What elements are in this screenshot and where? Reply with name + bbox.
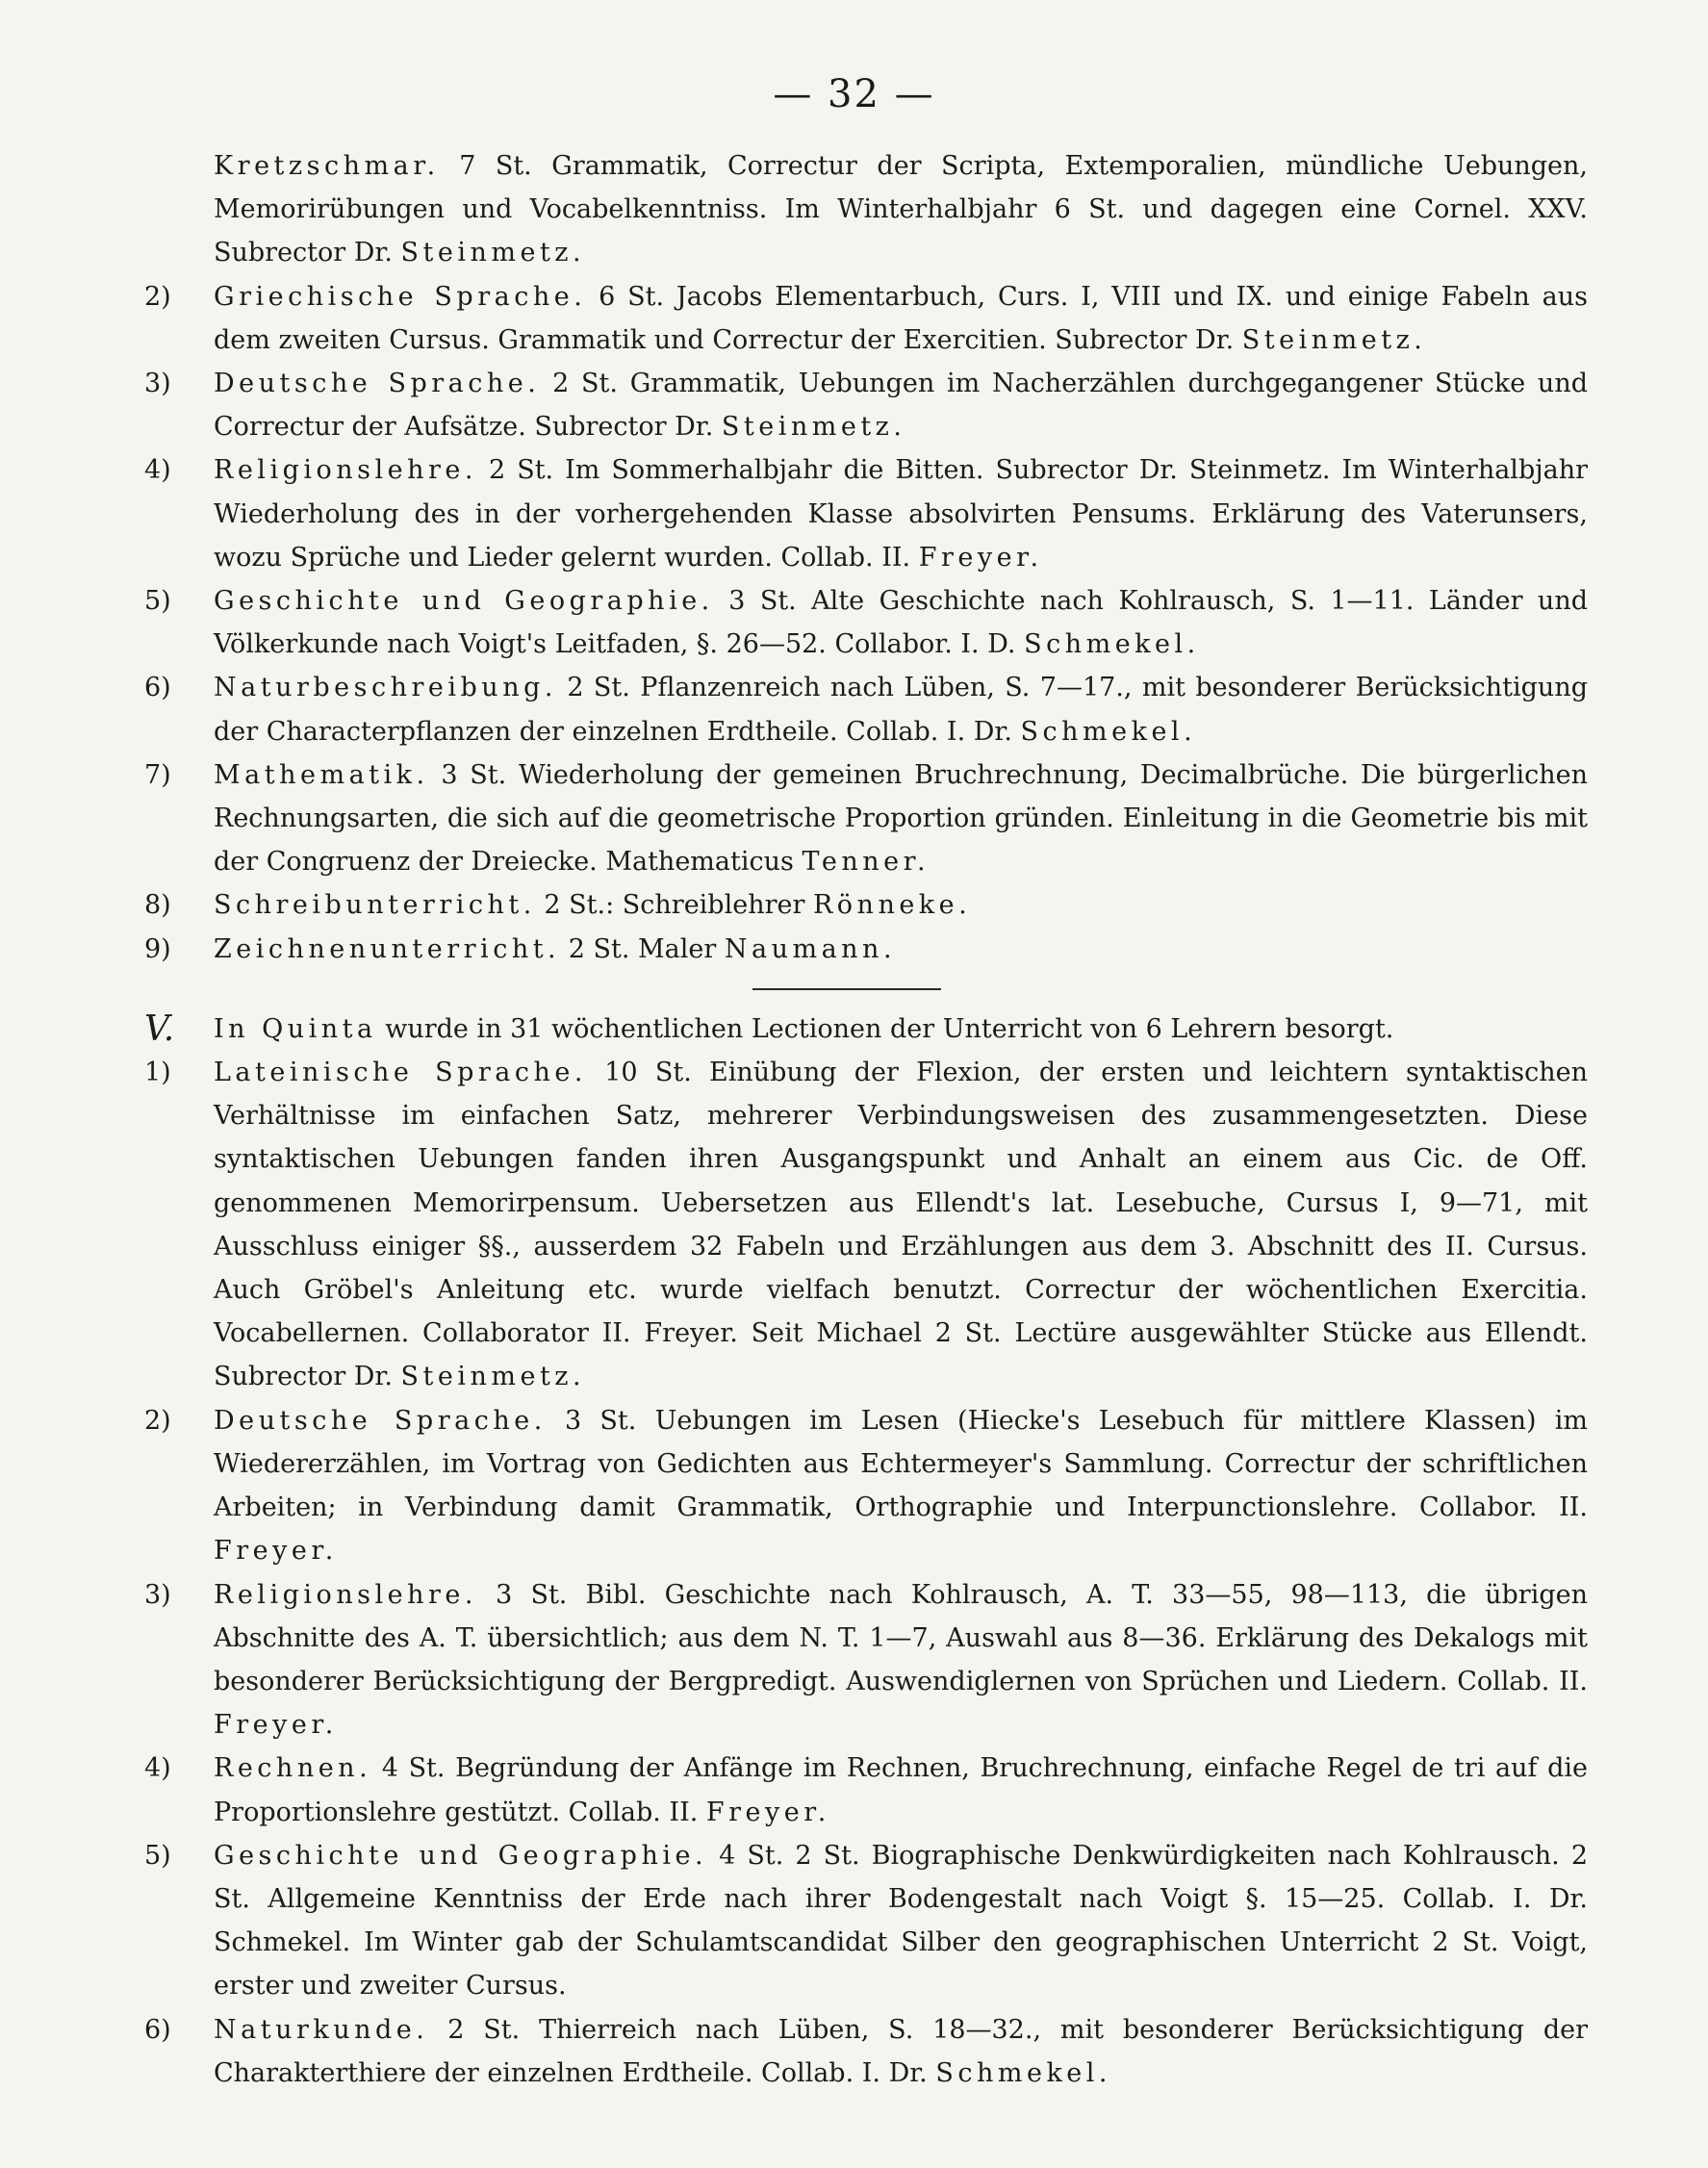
item-number: 6) — [144, 2014, 171, 2045]
quinta-item-6 — [144, 2008, 1588, 2095]
subject-name: Geschichte und Geographie. — [214, 1840, 708, 1871]
item-number: 4) — [144, 455, 171, 486]
intro-text: 7 St. Grammatik, Correctur der Scripta, Extemporalien, mündliche Uebungen, Memorirübungen und Vocabelkenntniss. Im Winterhalbjahr 6 St. und dagegen eine Cornel. XXV. Subrector Dr. — [214, 151, 1588, 268]
teacher-name: Steinmetz. — [1241, 324, 1427, 355]
page-content — [144, 144, 1588, 2095]
teacher-name: Tenner. — [802, 847, 930, 878]
teacher-name: Schmekel. — [1024, 629, 1200, 660]
subject-name: Griechische Sprache. — [214, 281, 587, 312]
intro-teacher: Steinmetz. — [400, 238, 586, 268]
item-text: 3 St. Bibl. Geschichte nach Kohlrausch, A. T. 33—55, 98—113, die übrigen Abschnitte des A. T. übersichtlich; aus dem N. T. 1—7, Auswahl aus 8—36. Erklärung des Dekalogs mit besonderer Berücksichtigung der Bergpredigt. Auswendiglernen von Sprüchen und Liedern. Collab. II. — [214, 1579, 1588, 1696]
quarta-item-7 — [144, 753, 1588, 884]
teacher-name: Schmekel. — [1020, 716, 1197, 747]
subject-name: Naturbeschreibung. — [214, 673, 557, 703]
quarta-item-4 — [144, 448, 1588, 579]
item-text: 6 St. Jacobs Elementarbuch, Curs. I, VIII und IX. und einige Fabeln aus dem zweiten Cursus. Grammatik und Correctur der Exercitien. Subrector Dr. — [214, 281, 1588, 355]
quarta-item-6 — [144, 666, 1588, 752]
subject-name: Geschichte und Geographie. — [214, 586, 714, 617]
subject-name: Mathematik. — [214, 759, 429, 790]
quarta-item-9 — [144, 928, 1588, 971]
quinta-item-2 — [144, 1399, 1588, 1573]
item-number: 7) — [144, 759, 171, 790]
subject-name: Deutsche Sprache. — [214, 369, 541, 399]
teacher-name: Steinmetz. — [400, 1362, 586, 1392]
subject-name: Religionslehre. — [214, 1579, 477, 1610]
subject-name: Rechnen. — [214, 1753, 372, 1784]
subject-name: Zeichnenunterricht. — [214, 933, 561, 964]
item-number: 5) — [144, 1840, 171, 1871]
teacher-name: Freyer. — [214, 1710, 338, 1741]
item-text: 3 St. Alte Geschichte nach Kohlrausch, S. 1—11. Länder und Völkerkunde nach Voigt's Leitfaden, §. 26—52. Collabor. I. D. — [214, 586, 1588, 660]
teacher-name: Freyer. — [918, 542, 1043, 573]
item-text: 2 St.: Schreiblehrer — [544, 890, 813, 921]
subject-name: Religionslehre. — [214, 455, 477, 486]
item-number: 9) — [144, 933, 171, 964]
section-numeral: V. — [144, 1008, 175, 1049]
teacher-name: Naumann. — [724, 933, 897, 964]
section-divider — [752, 988, 941, 990]
teacher-name: Freyer. — [705, 1797, 830, 1827]
quinta-item-3 — [144, 1573, 1588, 1747]
section-text: wurde in 31 wöchentlichen Lectionen der Unterricht von 6 Lehrern besorgt. — [385, 1013, 1394, 1044]
item-number: 2) — [144, 1405, 171, 1436]
quarta-item-5 — [144, 579, 1588, 666]
teacher-name: Steinmetz. — [721, 412, 906, 443]
quarta-item-8 — [144, 883, 1588, 927]
quarta-item-3 — [144, 362, 1588, 448]
quinta-item-5 — [144, 1834, 1588, 2008]
subject-name: Schreibunterricht. — [214, 890, 536, 921]
teacher-name: Rönneke. — [812, 890, 972, 921]
item-text: 10 St. Einübung der Flexion, der ersten und leichtern syntaktischen Verhältnisse im einfachen Satz, mehrerer Verbindungsweisen des zusammengesetzten. Diese syntaktischen Uebungen fanden ihren Ausgangspunkt und Anhalt an einem aus Cic. de Off. genommenen Memorirpensum. Uebersetzen aus Ellendt's lat. Lesebuche, Cursus I, 9—71, mit Ausschluss einiger §§., ausserdem 32 Fabeln und Erzählungen aus dem 3. Abschnitt des II. Cursus. Auch Gröbel's Anleitung etc. wurde vielfach benutzt. Correctur der wöchentlichen Exercitia. Vocabellernen. Collaborator II. Freyer. Seit Michael 2 St. Lectüre ausgewählter Stücke aus Ellendt. Subrector Dr. — [214, 1058, 1588, 1392]
subject-name: Naturkunde. — [214, 2014, 429, 2045]
subject-name: Lateinische Sprache. — [214, 1058, 587, 1088]
item-number: 3) — [144, 369, 171, 399]
page-number: — 32 — — [773, 72, 935, 116]
item-text: 2 St. Grammatik, Uebungen im Nacherzählen durchgegangener Stücke und Correctur der Aufsätze. Subrector Dr. — [214, 369, 1588, 443]
quinta-item-1 — [144, 1051, 1588, 1399]
item-number: 1) — [144, 1058, 171, 1088]
subject-name: Deutsche Sprache. — [214, 1405, 547, 1436]
quinta-item-4 — [144, 1747, 1588, 1833]
item-number: 8) — [144, 890, 171, 921]
item-text: 3 St. Wiederholung der gemeinen Bruchrechnung, Decimalbrüche. Die bürgerlichen Rechnungsarten, die sich auf die geometrische Proportion gründen. Einleitung in die Geometrie bis mit der Congruenz der Dreiecke. Mathematicus — [214, 759, 1588, 878]
item-number: 4) — [144, 1753, 171, 1784]
item-number: 6) — [144, 673, 171, 703]
item-text: 2 St. Pflanzenreich nach Lüben, S. 7—17., mit besonderer Berücksichtigung der Characterpflanzen der einzelnen Erdtheile. Collab. I. Dr. — [214, 673, 1588, 747]
teacher-name: Freyer. — [214, 1536, 338, 1567]
item-text: 2 St. Maler — [568, 933, 725, 964]
section-v-heading — [144, 1007, 1588, 1051]
item-text: 3 St. Uebungen im Lesen (Hiecke's Lesebuch für mittlere Klassen) im Wiedererzählen, im Vortrag von Gedichten aus Echtermeyer's Sammlung. Correctur der schriftlichen Arbeiten; in Verbindung damit Grammatik, Orthographie und Interpunctionslehre. Collabor. II. — [214, 1405, 1588, 1523]
quarta-item-2 — [144, 275, 1588, 362]
class-name: In Quinta — [214, 1013, 377, 1044]
item-text: 2 St. Thierreich nach Lüben, S. 18—32., mit besonderer Berücksichtigung der Charakterthiere der einzelnen Erdtheile. Collab. I. Dr. — [214, 2014, 1588, 2088]
item-number: 5) — [144, 586, 171, 617]
item-text: 2 St. Im Sommerhalbjahr die Bitten. Subrector Dr. Steinmetz. Im Winterhalbjahr Wiederholung des in der vorhergehenden Klasse absolvirten Pensums. Erklärung des Vaterunsers, wozu Sprüche und Lieder gelernt wurden. Collab. II. — [214, 455, 1588, 573]
item-text: 4 St. Begründung der Anfänge im Rechnen, Bruchrechnung, einfache Regel de tri auf die Proportionslehre gestützt. Collab. II. — [214, 1753, 1588, 1827]
teacher-name: Schmekel. — [935, 2057, 1112, 2088]
item-text: 4 St. 2 St. Biographische Denkwürdigkeiten nach Kohlrausch. 2 St. Allgemeine Kenntniss der Erde nach ihrer Bodengestalt nach Voigt §. 15—25. Collab. I. Dr. Schmekel. Im Winter gab der Schulamtscandidat Silber den geographischen Unterricht 2 St. Voigt, erster und zweiter Cursus. — [214, 1840, 1589, 2002]
intro-name: Kretzschmar. — [214, 151, 440, 181]
item-number: 3) — [144, 1579, 171, 1610]
item-number: 2) — [144, 281, 171, 312]
intro-paragraph — [144, 144, 1588, 275]
